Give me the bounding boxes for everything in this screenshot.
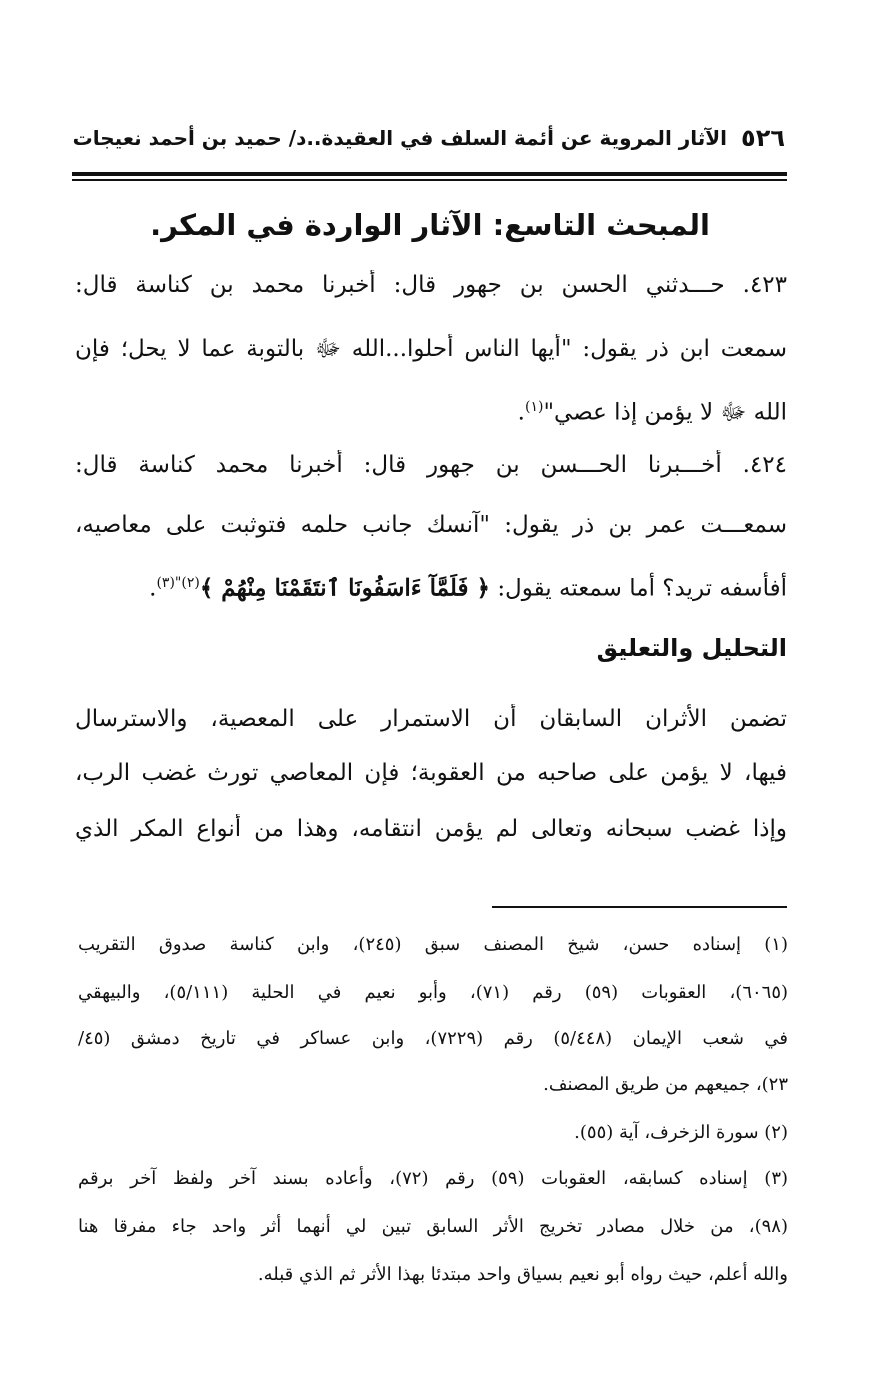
- footnote-ref-1: (١): [524, 399, 544, 415]
- narration-424-line-3: أفأسفه تريد؟ أما سمعته يقول: ﴿ فَلَمَّآ ءَاسَفُونَا ٱنتَقَمْنَا مِنْهُمْ ﴾$^{(٢)"(٣)}$.: [149, 574, 787, 602]
- running-title: الآثار المروية عن أئمة السلف في العقيدة..د/ حميد بن أحمد نعيجات: [72, 126, 728, 150]
- narration-424-text-end: أفأسفه تريد؟ أما سمعته يقول:: [497, 575, 787, 602]
- narration-423-text-end: الله ﷻ لا يؤمن إذا عصي": [543, 399, 787, 426]
- narration-424-line-2: سمعـــت عمر بن ذر يقول: "آنسك جانب حلمه فتوثبت على معاصيه،: [75, 512, 787, 538]
- analysis-heading: التحليل والتعليق: [596, 634, 787, 662]
- section-title: المبحث التاسع: الآثار الواردة في المكر.: [150, 208, 710, 242]
- footnote-3-line-2: (٩٨)، من خلال مصادر تخريج الأثر السابق تبين لي أنهما أثر واحد جاء مفرقا هنا: [78, 1216, 788, 1237]
- footnote-2: (٢) سورة الزخرف، آية (٥٥).: [574, 1122, 788, 1143]
- analysis-line-1: تضمن الأثران السابقان أن الاستمرار على المعصية، والاسترسال: [75, 706, 787, 732]
- footnote-3-line-1: (٣) إسناده كسابقه، العقوبات (٥٩) رقم (٧٢)، وأعاده بسند آخر ولفظ آخر برقم: [78, 1168, 788, 1189]
- quran-verse: ﴿ فَلَمَّآ ءَاسَفُونَا ٱنتَقَمْنَا مِنْهُمْ ﴾: [199, 574, 490, 602]
- footnote-1-line-3: في شعب الإيمان (٥/٤٤٨) رقم (٧٢٢٩)، وابن عساكر في تاريخ دمشق (٤٥/: [78, 1028, 788, 1049]
- narration-423-line-1: ٤٢٣. حـــدثني الحسن بن جهور قال: أخبرنا محمد بن كناسة قال:: [75, 272, 787, 298]
- header-rule-thin: [72, 179, 787, 181]
- narration-423-line-3: الله ﷻ لا يؤمن إذا عصي"$^{(١)}$.: [517, 399, 787, 426]
- footnote-1-line-2: (٦٠٦٥)، العقوبات (٥٩) رقم (٧١)، وأبو نعيم في الحلية (٥/١١١)، والبيهقي: [78, 982, 788, 1003]
- footnote-1-line-4: ٢٣)، جميعهم من طريق المصنف.: [543, 1074, 788, 1095]
- narration-424-line-1: ٤٢٤. أخـــبرنا الحـــسن بن جهور قال: أخبرنا محمد كناسة قال:: [75, 452, 787, 478]
- footnote-separator: [492, 906, 787, 908]
- narration-423-line-2: سمعت ابن ذر يقول: "أيها الناس أحلوا...الله ﷻ بالتوبة عما لا يحل؛ فإن: [75, 336, 787, 362]
- header-rule-thick: [72, 172, 787, 176]
- footnote-3-line-3: والله أعلم، حيث رواه أبو نعيم بسياق واحد مبتدئا بهذا الأثر ثم الذي قبله.: [257, 1264, 788, 1285]
- running-header: [72, 118, 785, 158]
- page-number: ٥٢٦: [741, 124, 785, 152]
- footnote-1-line-1: (١) إسناده حسن، شيخ المصنف سبق (٢٤٥)، وابن كناسة صدوق التقريب: [78, 934, 788, 955]
- analysis-line-3: وإذا غضب سبحانه وتعالى لم يؤمن انتقامه، وهذا من أنواع المكر الذي: [75, 816, 787, 842]
- footnote-refs-2-3: (٢)"(٣): [156, 575, 200, 591]
- analysis-line-2: فيها، لا يؤمن على صاحبه من العقوبة؛ فإن المعاصي تورث غضب الرب،: [75, 760, 787, 786]
